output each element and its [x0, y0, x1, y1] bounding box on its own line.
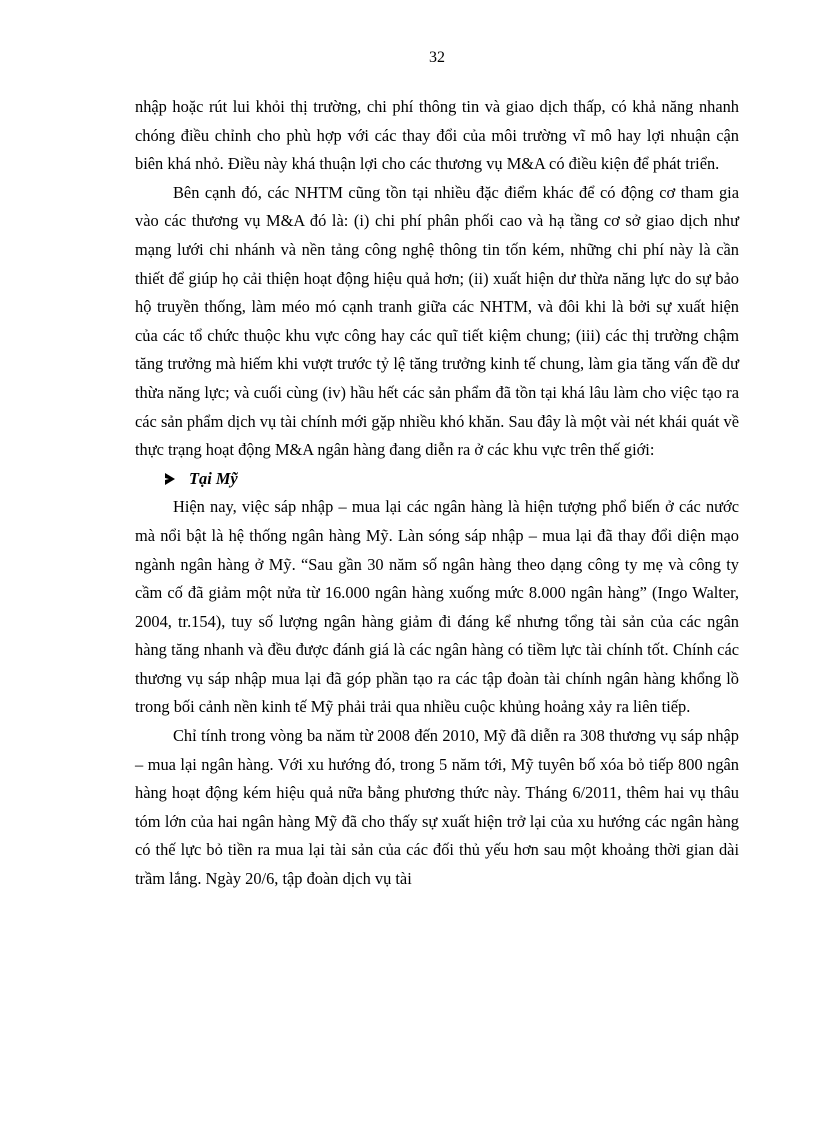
paragraph-1: nhập hoặc rút lui khỏi thị trường, chi phí thông tin và giao dịch thấp, có khả năng nhanh chóng điều chỉnh cho phù hợp với các thay đổi của môi trường vĩ mô hay lợi nhuận cận biên khá nhỏ. Điều này khá thuận lợi cho các thương vụ M&A có điều kiện để phát triển. — [135, 97, 739, 174]
page-number: 32 — [429, 49, 445, 66]
section-heading-text: Tại Mỹ — [189, 468, 238, 488]
paragraph-2: Bên cạnh đó, các NHTM cũng tồn tại nhiều đặc điểm khác để có động cơ tham gia vào các thương vụ M&A đó là: (i) chi phí phân phối cao và hạ tầng cơ sở giao dịch như mạng lưới chi nhánh và nền tảng công nghệ thông tin tốn kém, những chi phí này là cần thiết để giúp họ cải thiện hoạt động hiệu quả hơn; (ii) xuất hiện dư thừa năng lực do sự bảo hộ truyền thống, làm méo mó cạnh tranh giữa các NHTM, và đôi khi là bởi sự xuất hiện của các tổ chức thuộc khu vực công hay các quĩ tiết kiệm chung; (iii) các thị trường chậm tăng trưởng mà hiếm khi vượt trước tỷ lệ tăng trưởng kinh tế chung, làm gia tăng vấn đề dư thừa năng lực; và cuối cùng (iv) hầu hết các sản phẩm đã tồn tại khá lâu làm cho việc tạo ra các sản phẩm dịch vụ tài chính mới gặp nhiều khó khăn. Sau đây là một vài nét khái quát về thực trạng hoạt động M&A ngân hàng đang diễn ra ở các khu vực trên thế giới: — [135, 182, 739, 460]
arrowhead-bullet-icon — [165, 473, 175, 485]
paragraph-3: Hiện nay, việc sáp nhập – mua lại các ngân hàng là hiện tượng phổ biến ở các nước mà nổi bật là hệ thống ngân hàng Mỹ. Làn sóng sáp nhập – mua lại đã thay đổi diện mạo ngành ngân hàng ở Mỹ. “Sau gần 30 năm số ngân hàng theo dạng công ty mẹ và công ty cầm cố đã giảm một nửa từ 16.000 ngân hàng xuống mức 8.000 ngân hàng” (Ingo Walter, 2004, tr.154), tuy số lượng ngân hàng giảm đi đáng kể nhưng tổng tài sản của các ngân hàng tăng nhanh và đều được đánh giá là các ngân hàng có tiềm lực tài chính tốt. Chính các thương vụ sáp nhập mua lại đã góp phần tạo ra các tập đoàn tài chính ngân hàng khổng lồ trong bối cảnh nền kinh tế Mỹ phải trải qua nhiều cuộc khủng hoảng xảy ra liên tiếp. — [135, 497, 739, 717]
section-heading — [135, 465, 739, 494]
document-body — [135, 93, 739, 894]
paragraph-4: Chỉ tính trong vòng ba năm từ 2008 đến 2010, Mỹ đã diễn ra 308 thương vụ sáp nhập – mua lại ngân hàng. Với xu hướng đó, trong 5 năm tới, Mỹ tuyên bố xóa bỏ tiếp 800 ngân hàng hoạt động kém hiệu quả nữa bằng phương thức này. Tháng 6/2011, thêm hai vụ thâu tóm lớn của hai ngân hàng Mỹ đã cho thấy sự xuất hiện trở lại của xu hướng các ngân hàng có thế lực bỏ tiền ra mua lại tài sản của các đối thủ yếu hơn sau một khoảng thời gian dài trầm lắng. Ngày 20/6, tập đoàn dịch vụ tài — [135, 726, 739, 889]
